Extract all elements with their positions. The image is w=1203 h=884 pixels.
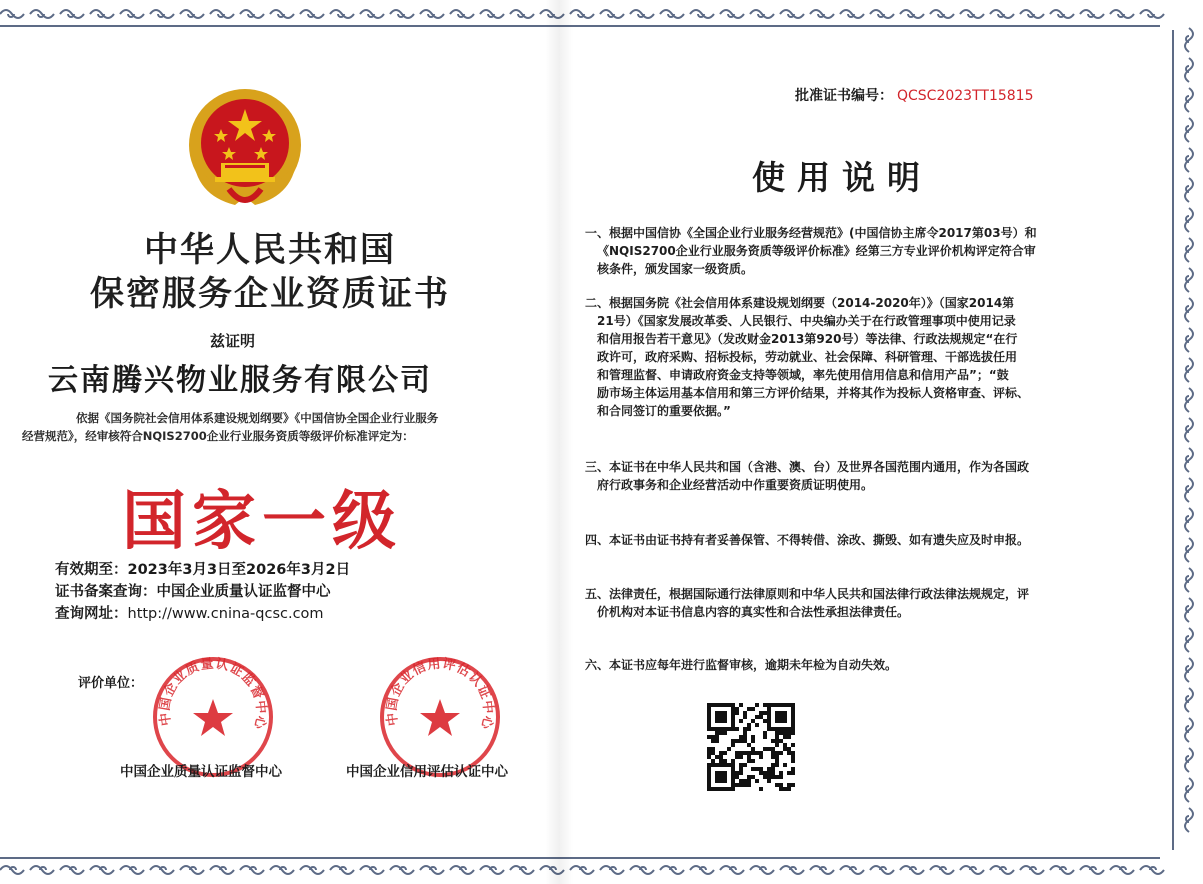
clause-3-line: 三、本证书在中华人民共和国（含港、澳、台）及世界各国范围内通用，作为各国政 (585, 460, 1030, 474)
basis-line1: 依据《国务院社会信用体系建设规划纲要》《中国信协全国企业行业服务 (76, 411, 439, 425)
certificate-title-line2: 保密服务企业资质证书 (90, 274, 450, 314)
right-ornament-border (1163, 0, 1203, 884)
certify-label: 兹证明 (210, 332, 256, 350)
seal-star-icon (420, 699, 460, 736)
clause-3-cont: 府行政事务和企业经营活动中作重要资质证明使用。 (597, 478, 874, 492)
clause-4 (585, 531, 1105, 549)
seal1-name: 中国企业质量认证监督中心 (120, 764, 282, 780)
clause-1-cont: 《NQIS2700企业行业服务资质等级评价标准》经第三方专业评价机构评定符合审 (597, 244, 1036, 258)
seal-star-icon (193, 699, 233, 736)
company-name: 云南腾兴物业服务有限公司 (48, 363, 432, 398)
clause-1-line: 一、根据中国信协《全国企业行业服务经营规范》(中国信协主席令2017第03号）和 (585, 226, 1037, 240)
query-website-label: 查询网址： (55, 606, 128, 622)
query-website-url: http://www.cnina-qcsc.com (127, 606, 324, 622)
certificate-title-line1: 中华人民共和国 (144, 230, 396, 270)
record-query: 证书备案查询：中国企业质量认证监督中心 (55, 584, 331, 600)
clause-2 (585, 294, 1105, 420)
clause-2-cont: 和管理监督、申请政府资金支持等领域，率先使用信用信息和信用产品”；“鼓 (597, 368, 1009, 382)
clause-2-cont: 21号）《国家发展改革委、人民银行、中央编办关于在行政管理事项中使用记录 (597, 314, 1016, 328)
center-fold (545, 0, 573, 884)
clause-2-cont: 和合同签订的重要依据。” (597, 404, 731, 418)
clause-2-line: 二、根据国务院《社会信用体系建设规划纲要（2014-2020年）》（国家2014第 (585, 296, 1015, 310)
clause-1 (585, 224, 1105, 278)
clause-5-line: 五、法律责任，根据国际通行法律原则和中华人民共和国法律行政法律法规规定，评 (585, 587, 1030, 601)
top-ornament-border (0, 0, 1203, 30)
qr-code-icon[interactable] (707, 703, 795, 791)
seal1-ring-text: 中国企业质量认证监督中心 (157, 656, 269, 732)
evaluator-label: 评价单位： (78, 676, 144, 691)
clause-5-cont: 价机构对本证书信息内容的真实性和合法性承担法律责任。 (597, 605, 910, 619)
clause-2-cont: 政许可，政府采购、招标投标，劳动就业、社会保障、科研管理、干部选拔任用 (597, 350, 1018, 364)
certificate-number-value: QCSC2023TT15815 (897, 88, 1034, 104)
clause-3 (585, 458, 1105, 494)
seal2-name: 中国企业信用评估认证中心 (346, 764, 508, 780)
bottom-ornament-border (0, 854, 1203, 884)
basis-text (22, 409, 512, 445)
clause-5 (585, 585, 1105, 621)
national-emblem-icon (185, 85, 305, 213)
validity-period: 有效期至：2023年3月3日至2026年3月2日 (55, 562, 351, 578)
qualification-level: 国家一级 (122, 484, 402, 559)
query-website (55, 602, 324, 623)
clause-4-line: 四、本证书由证书持有者妥善保管、不得转借、涂改、撕毁、如有遗失应及时申报。 (585, 533, 1030, 547)
certificate-number-label: 批准证书编号： (795, 88, 893, 104)
clause-2-cont: 励市场主体运用基本信用和第三方评价结果，并将其作为投标人资格审查、评标、 (597, 386, 1030, 400)
clause-6-line: 六、本证书应每年进行监督审核，逾期未年检为自动失效。 (585, 658, 898, 672)
clause-6 (585, 656, 1105, 674)
clause-2-cont: 和信用报告若干意见》（发改财金2013第920号）等法律、行政法规规定“在行 (597, 332, 1018, 346)
clause-1-cont: 核条件，颁发国家一级资质。 (597, 262, 754, 276)
seal2-ring-text: 中国企业信用评估认证中心 (384, 656, 496, 732)
basis-line2: 经营规范》，经审核符合NQIS2700企业行业服务资质等级评价标准评定为： (22, 429, 414, 443)
certificate-number (795, 85, 1033, 105)
instructions-heading: 使用说明 (752, 158, 932, 197)
